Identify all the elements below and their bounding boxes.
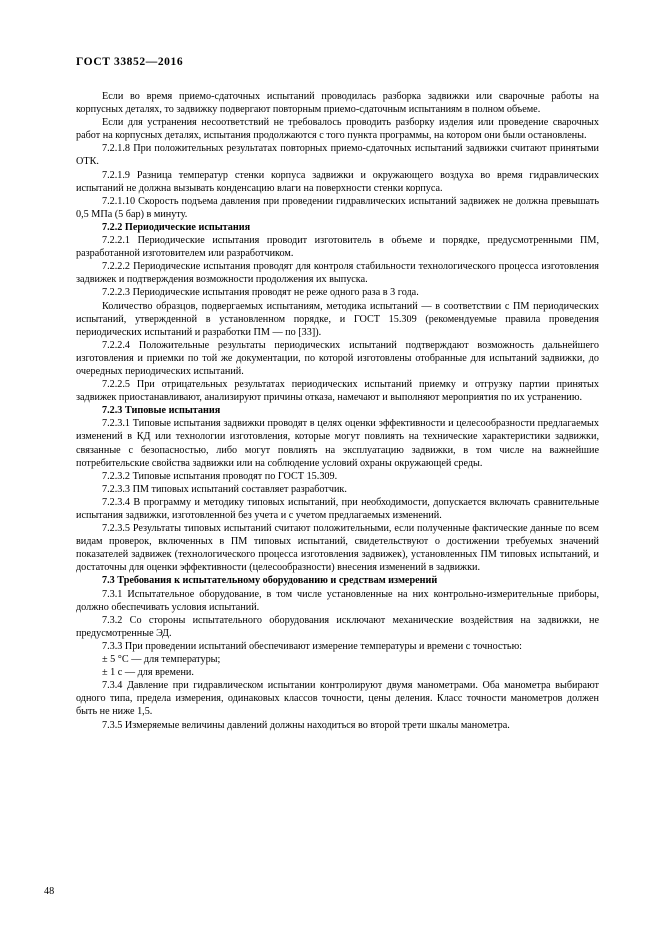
paragraph: 7.2.2.1 Периодические испытания проводит изготовитель в объеме и порядке, предусмотренными ПМ, разработанной изготовителем или разработчиком.: [76, 235, 599, 260]
paragraph: ± 1 с — для времени.: [102, 667, 194, 679]
subsection-heading-periodic-tests: 7.2.2 Периодические испытания: [102, 221, 251, 233]
paragraph: 7.2.2.5 При отрицательных результатах периодических испытаний приемку и отгрузку партии принятых задвижек приостанавливают, анализируют причины отказа, намечают и выполняют мероприятия по их устранению.: [76, 379, 599, 404]
paragraph: 7.2.3.2 Типовые испытания проводят по ГОСТ 15.309.: [102, 470, 338, 482]
paragraph: 7.2.1.8 При положительных результатах повторных приемо-сдаточных испытаний задвижки считают принятыми ОТК.: [76, 143, 599, 168]
paragraph: 7.2.3.4 В программу и методику типовых испытаний, при необходимости, допускается включать сравнительные испытания задвижки, изготовленной без учета и с учетом предлагаемых изменений.: [76, 496, 599, 521]
paragraph: 7.3.3 При проведении испытаний обеспечивают измерение температуры и времени с точностью:: [102, 640, 523, 652]
paragraph: 7.2.3.3 ПМ типовых испытаний составляет разработчик.: [102, 483, 347, 495]
subsection-heading-type-tests: 7.2.3 Типовые испытания: [102, 405, 221, 417]
document-body: [76, 90, 599, 732]
paragraph: 7.3.1 Испытательное оборудование, в том числе установленные на них контрольно-измерительные приборы, должно обеспечивать условия испытаний.: [76, 588, 599, 613]
paragraph: Если для устранения несоответствий не требовалось проводить разборку изделия или проведение сварочных работ на корпусных деталях, испытания продолжаются с того пункта программы, на котором они были остановлены.: [76, 117, 599, 142]
paragraph: 7.2.2.4 Положительные результаты периодических испытаний подтверждают возможность дальнейшего изготовления и приемки по той же документации, по которой изготовлены отобранные для испытаний задвижки, до очередных периодических испытаний.: [76, 339, 599, 377]
paragraph: 7.2.2.3 Периодические испытания проводят не реже одного раза в 3 года.: [102, 287, 419, 299]
paragraph: 7.2.1.10 Скорость подъема давления при проведении гидравлических испытаний задвижек не должна превышать 0,5 МПа (5 бар) в минуту.: [76, 195, 599, 220]
section-heading-test-equipment: 7.3 Требования к испытательному оборудованию и средствам измерений: [102, 575, 438, 587]
paragraph: 7.2.3.1 Типовые испытания задвижки проводят в целях оценки эффективности и целесообразности предлагаемых изменений в КД или технологии изготовления, которые могут повлиять на технические характеристики задвижки, связанные с безопасностью, либо могут повлиять на эксплуатацию задвижки, в том числе на важнейшие потребительские свойства задвижки или на соблюдение условий охраны окружающей среды.: [76, 418, 599, 469]
paragraph: Количество образцов, подвергаемых испытаниям, методика испытаний — в соответствии с ПМ периодических испытаний, утвержденной в установленном порядке, и ГОСТ 15.309 (рекомендуемые правила проведения периодических испытаний и разработки ПМ — по [33]).: [76, 300, 599, 338]
paragraph: 7.2.2.2 Периодические испытания проводят для контроля стабильности технологического процесса изготовления задвижек и подтверждения возможности продолжения их выпуска.: [76, 261, 599, 286]
paragraph: 7.2.3.5 Результаты типовых испытаний считают положительными, если полученные фактические данные по всем видам проверок, включенных в ПМ типовых испытаний, свидетельствуют о достижении требуемых значений показателей задвижек (технологического процесса изготовления задвижек), установленных ПМ типовых испытаний, и достаточны для оценки эффективности (целесообразности) внесения изменений в задвижки.: [76, 523, 599, 574]
paragraph: 7.3.5 Измеряемые величины давлений должны находиться во второй трети шкалы манометра.: [102, 719, 510, 731]
page-number: 48: [44, 886, 55, 897]
paragraph: Если во время приемо-сдаточных испытаний проводилась разборка задвижки или сварочные работы на корпусных деталях, то задвижку подвергают повторным приемо-сдаточным испытаниям в полном объеме.: [76, 91, 599, 116]
paragraph: 7.3.2 Со стороны испытательного оборудования исключают механические воздействия на задвижки, не предусмотренные ЭД.: [76, 614, 599, 639]
paragraph: 7.2.1.9 Разница температур стенки корпуса задвижки и окружающего воздуха во время гидравлических испытаний не должна вызывать конденсацию влаги на поверхности стенки корпуса.: [76, 169, 599, 194]
paragraph: 7.3.4 Давление при гидравлическом испытании контролируют двумя манометрами. Оба манометра выбирают одного типа, предела измерения, одинаковых классов точности, цены деления. Класс точности манометров должен быть не ниже 1,5.: [76, 680, 599, 718]
document-header: ГОСТ 33852—2016: [76, 56, 184, 68]
paragraph: ± 5 °С — для температуры;: [102, 654, 221, 666]
